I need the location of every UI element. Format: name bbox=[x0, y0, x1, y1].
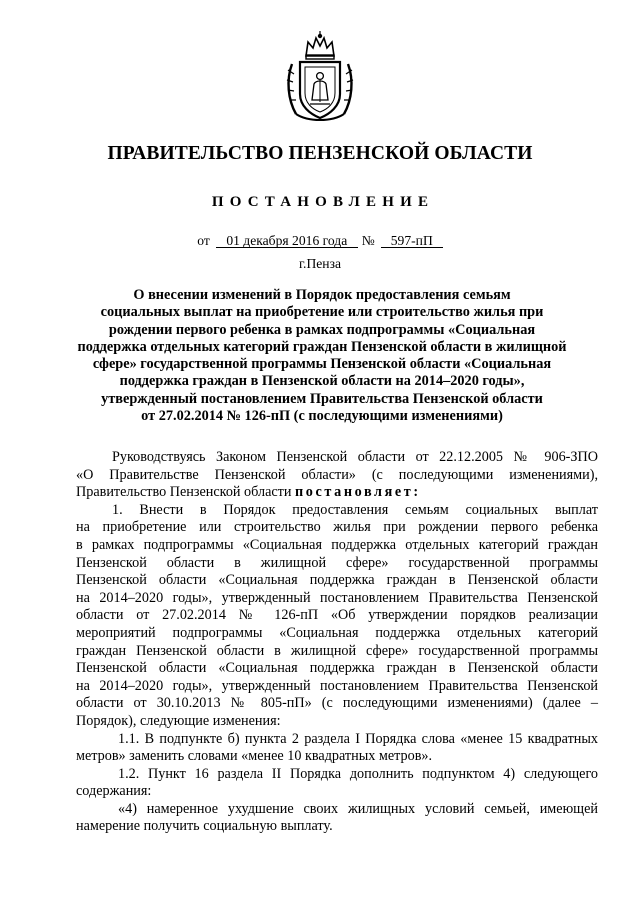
body-line: метров» заменить словами «менее 10 квадратных метров». bbox=[76, 748, 433, 765]
resolution-line bbox=[76, 484, 598, 502]
heading-line: сфере» государственной программы Пензенской области «Социальная bbox=[92, 356, 552, 373]
document-body bbox=[76, 449, 598, 836]
heading-line: О внесении изменений в Порядок предоставления семьям bbox=[133, 287, 511, 303]
coat-of-arms-emblem bbox=[284, 30, 356, 122]
document-heading bbox=[64, 287, 580, 425]
body-line: 1.1. В подпункте б) пункта 2 раздела I Порядка слова «менее 15 квадратных bbox=[118, 730, 598, 747]
body-line: «О Правительстве Пензенской области» (с последующими изменениями), bbox=[76, 466, 598, 483]
body-line: мероприятий подпрограммы «Социальная поддержка отдельных категорий bbox=[76, 624, 598, 641]
body-line: на 2014–2020 годы», утвержденный постановлением Правительства Пензенской bbox=[76, 677, 598, 694]
number-sign: № bbox=[361, 233, 375, 248]
body-line: содержания: bbox=[76, 783, 152, 800]
heading-line: от 27.02.2014 № 126-пП (с последующими изменениями) bbox=[141, 408, 503, 425]
date-prefix: от bbox=[197, 233, 210, 248]
body-line: области от 27.02.2014 № 126-пП «Об утверждении порядков реализации bbox=[76, 607, 598, 624]
heading-line: поддержка граждан в Пензенской области на 2014–2020 годы», bbox=[119, 373, 525, 390]
body-line: 1. Внести в Порядок предоставления семьям социальных выплат bbox=[112, 501, 598, 518]
body-line: Порядок), следующие изменения: bbox=[76, 712, 281, 729]
body-line: области от 30.10.2013 № 805-пП» (с последующими изменениями) (далее – bbox=[76, 695, 598, 712]
heading-line: социальных выплат на приобретение или строительство жилья при bbox=[100, 304, 544, 321]
heading-line: рождении первого ребенка в рамках подпрограммы «Социальная bbox=[108, 321, 536, 338]
government-title: ПРАВИТЕЛЬСТВО ПЕНЗЕНСКОЙ ОБЛАСТИ bbox=[107, 143, 533, 164]
heading-line: утвержденный постановлением Правительства Пензенской области bbox=[101, 390, 543, 407]
number-value: 597-пП bbox=[381, 234, 443, 248]
city-name: г.Пенза bbox=[299, 256, 341, 271]
resolution-prefix: Правительство Пензенской области bbox=[76, 484, 292, 501]
body-line: Пензенской области «Социальная поддержка граждан в Пензенской области bbox=[76, 660, 598, 677]
heading-line: поддержка отдельных категорий граждан Пензенской области в жилищной bbox=[77, 338, 567, 355]
body-line: в рамках подпрограммы «Социальная поддержка отдельных категорий граждан bbox=[76, 536, 598, 553]
body-line: граждан Пензенской области в жилищной сфере» государственной программы bbox=[76, 642, 598, 659]
date-value: 01 декабря 2016 года bbox=[216, 234, 358, 248]
body-line: намерение получить социальную выплату. bbox=[76, 818, 333, 835]
body-line: на приобретение или строительство жилья при рождении первого ребенка bbox=[76, 519, 598, 536]
body-line: «4) намеренное ухудшение своих жилищных условий семьей, имеющей bbox=[118, 800, 598, 817]
body-line: Пензенской области «Социальная поддержка граждан в Пензенской области bbox=[76, 572, 598, 589]
body-line: на 2014–2020 годы», утвержденный постановлением Правительства Пензенской bbox=[76, 589, 598, 606]
body-line: 1.2. Пункт 16 раздела II Порядка дополнить подпунктом 4) следующего bbox=[118, 765, 598, 782]
document-type: ПОСТАНОВЛЕНИЕ bbox=[211, 194, 435, 210]
date-number-line bbox=[0, 233, 640, 249]
resolves-word: постановляет: bbox=[295, 484, 421, 501]
body-line: Пензенской области в жилищной сфере» государственной программы bbox=[76, 554, 598, 571]
body-line: Руководствуясь Законом Пензенской области от 22.12.2005 № 906-ЗПО bbox=[112, 449, 598, 465]
